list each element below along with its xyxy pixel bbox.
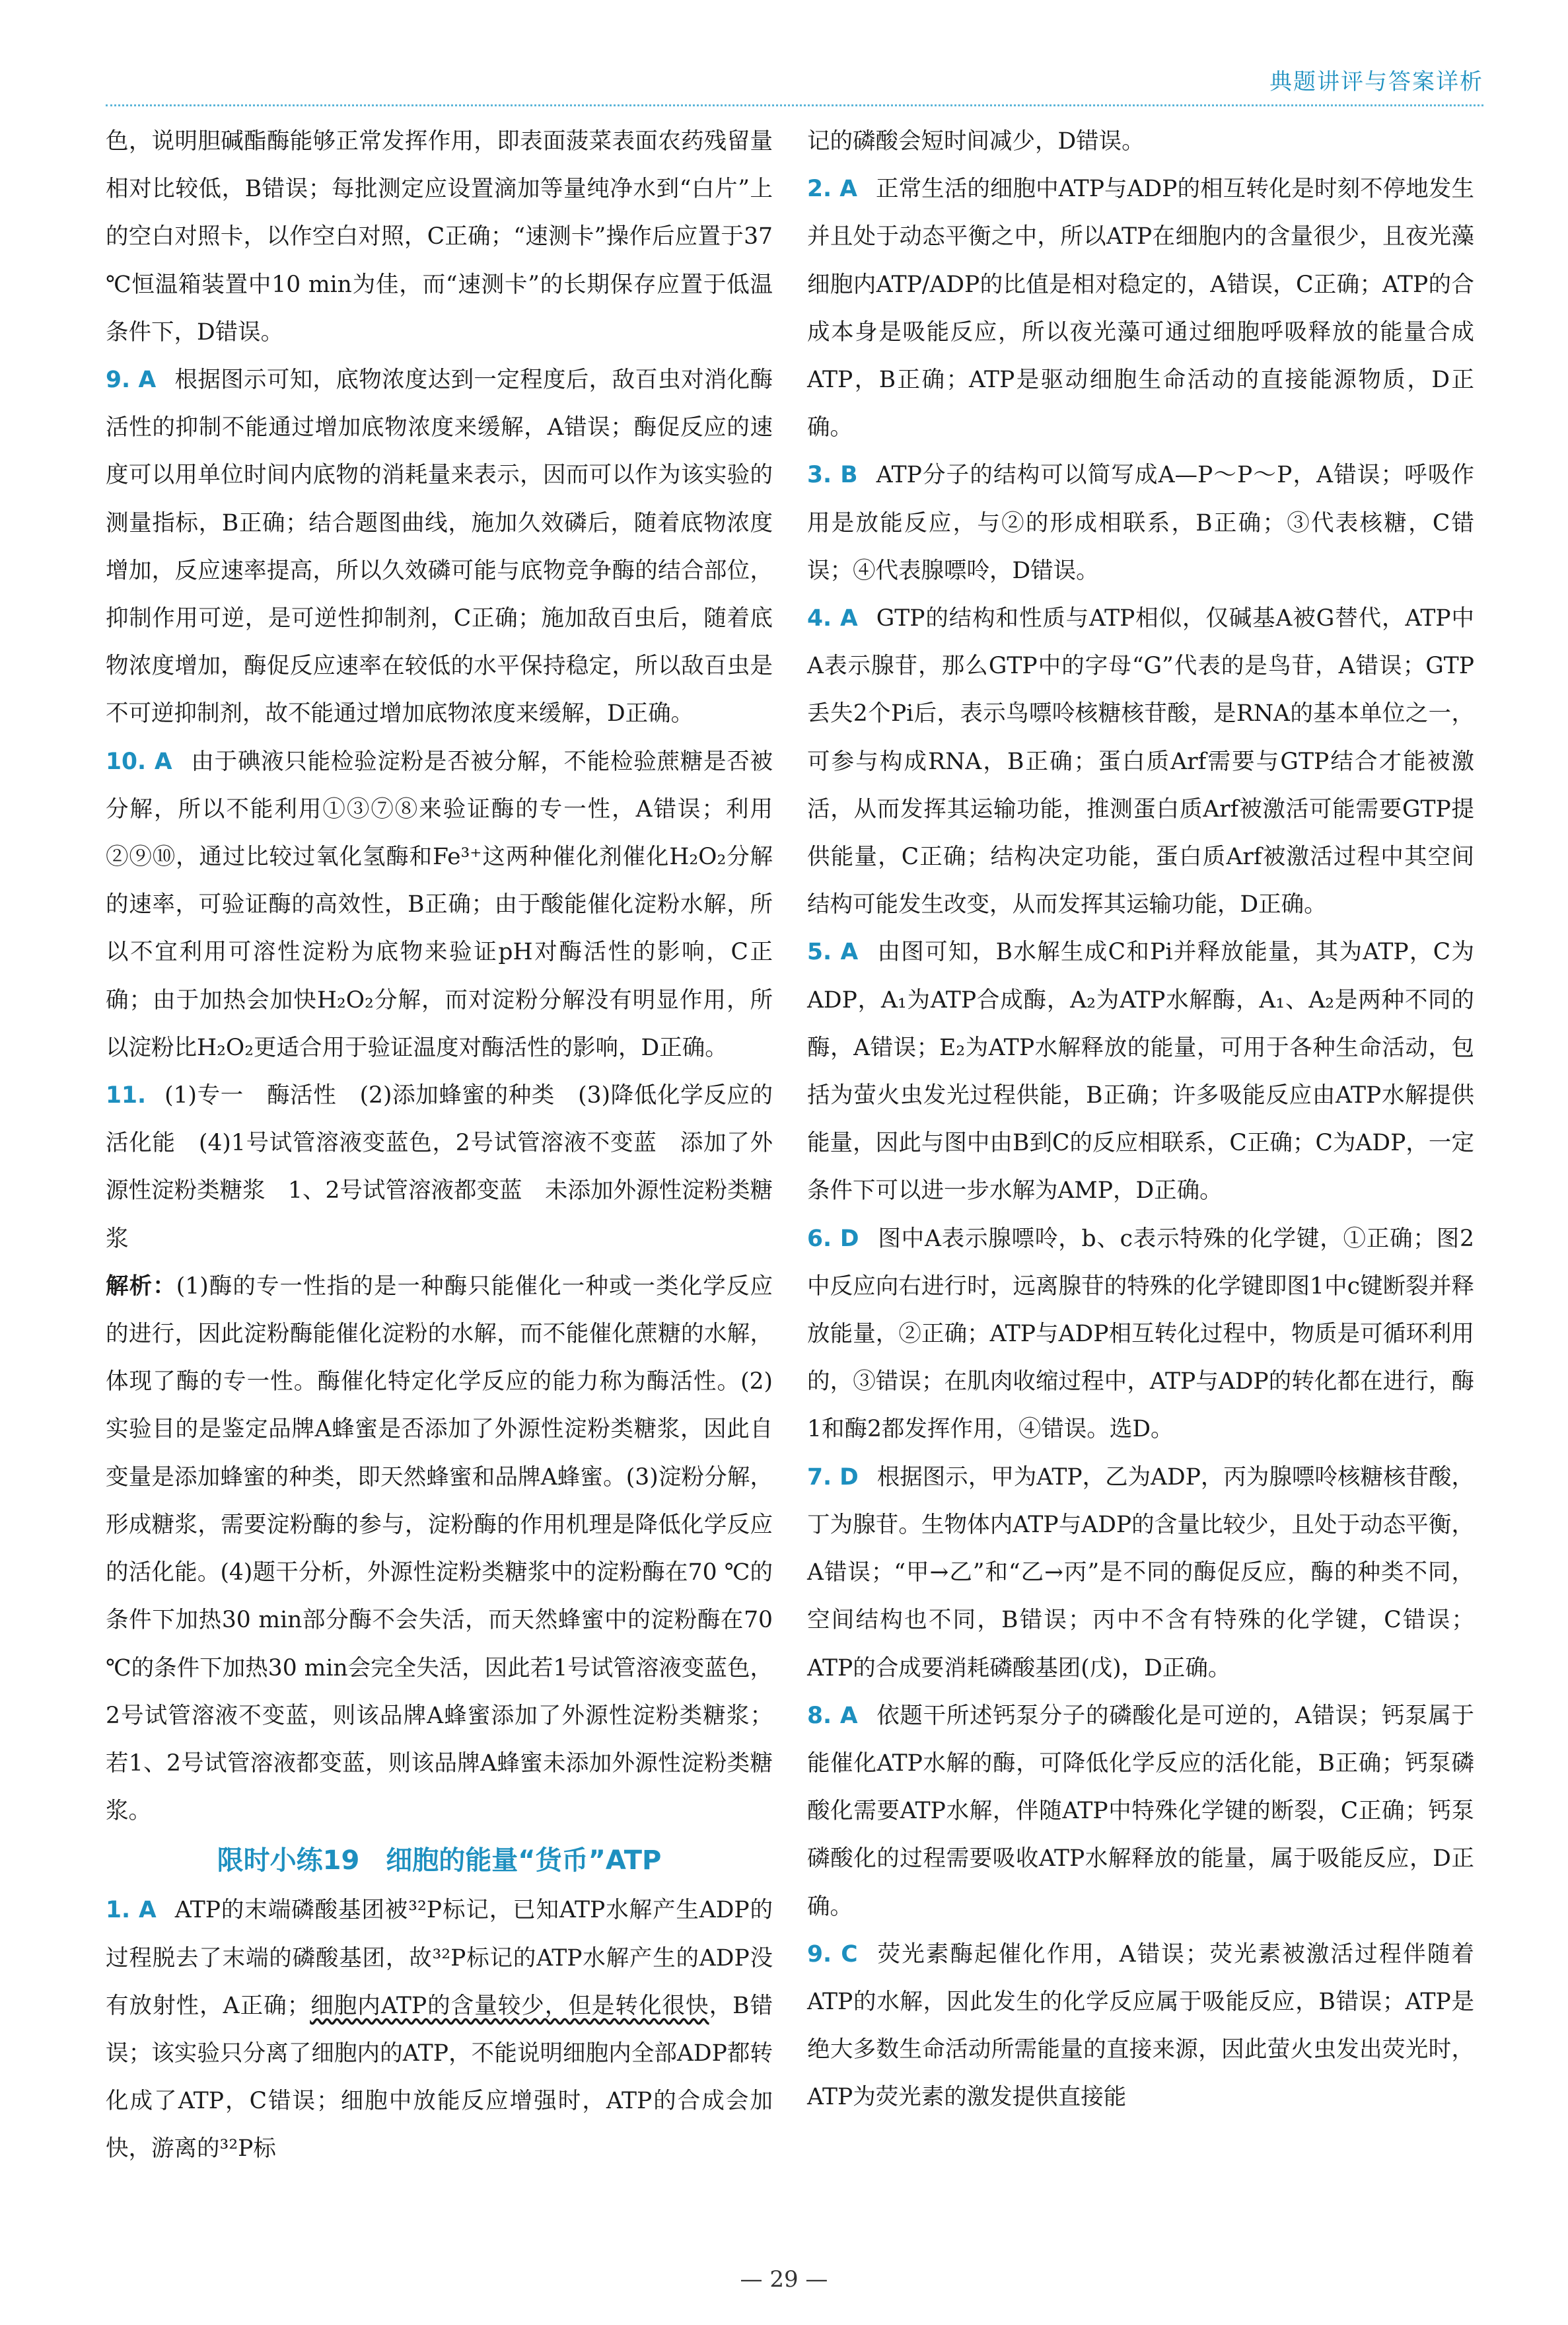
answer-number: 9. C [807,1940,858,1968]
answer-item: 4. A GTP的结构和性质与ATP相似，仅碱基A被G替代，ATP中A表示腺苷，那么GTP中的字母“G”代表的是鸟苷，A错误；GTP丢失2个Pi后，表示鸟嘌呤核糖核苷酸，是RNA的基本单位之一，可参与构成RNA，B正确；蛋白质Arf需要与GTP结合才能被激活，从而发挥其运输功能，推测蛋白质Arf被激活可能需要GTP提供能量，C正确；结构决定功能，蛋白质Arf被激活过程中其空间结构可能发生改变，从而发挥其运输功能，D正确。 [807,605,1474,918]
answer-number: 6. D [807,1225,859,1252]
answer-continuation: 记的磷酸会短时间减少，D错误。 [807,128,1145,155]
answer-number: 4. A [807,605,858,632]
header-divider [106,104,1483,106]
answer-item: 6. D 图中A表示腺嘌呤，b、c表示特殊的化学键，①正确；图2中反应向右进行时，远离腺苷的特殊的化学键即图1中c键断裂并释放能量，②正确；ATP与ADP相互转化过程中，物质是可循环利用的，③错误；在肌肉收缩过程中，ATP与ADP的转化都在进行，酶1和酶2都发挥作用，④错误。选D。 [807,1225,1474,1443]
wavy-underlined-text: 细胞内ATP的含量较少，但是转化很快 [310,1992,709,2019]
answer-number: 8. A [807,1702,858,1729]
analysis-label: 解析： [106,1273,176,1300]
answer-number: 1. A [106,1897,157,1924]
answer-item: 10. A 由于碘液只能检验淀粉是否被分解，不能检验蔗糖是否被分解，所以不能利用①③⑦⑧来验证酶的专一性，A错误；利用②⑨⑩，通过比较过氧化氢酶和Fe³⁺这两种催化剂催化H₂O₂分解的速率，可验证酶的高效性，B正确；由于酸能催化淀粉水解，所以不宜利用可溶性淀粉为底物来验证pH对酶活性的影响，C正确；由于加热会加快H₂O₂分解，而对淀粉分解没有明显作用，所以淀粉比H₂O₂更适合用于验证温度对酶活性的影响，D正确。 [106,748,773,1061]
section-title: 限时小练19 细胞的能量“货币”ATP [217,1845,662,1876]
right-column [807,118,1474,2122]
answer-number: 2. A [807,176,857,203]
answer-item: 8. A 依题干所述钙泵分子的磷酸化是可逆的，A错误；钙泵属于能催化ATP水解的酶，可降低化学反应的活化能，B正确；钙泵磷酸化需要ATP水解，伴随ATP中特殊化学键的断裂，C正确；钙泵磷酸化的过程需要吸收ATP水解释放的能量，属于吸能反应，D正确。 [807,1702,1474,1920]
answer-item: 9. C 荧光素酶起催化作用，A错误；荧光素被激活过程伴随着ATP的水解，因此发生的化学反应属于吸能反应，B错误；ATP是绝大多数生命活动所需能量的直接来源，因此萤火虫发出荧光时，ATP为荧光素的激发提供直接能 [807,1940,1474,2111]
answer-continuation: 色，说明胆碱酯酶能够正常发挥作用，即表面菠菜表面农药残留量相对比较低，B错误；每批测定应设置滴加等量纯净水到“白片”上的空白对照卡，以作空白对照，C正确；“速测卡”操作后应置于37 ℃恒温箱装置中10 min为佳，而“速测卡”的长期保存应置于低温条件下，D错误。 [106,128,773,346]
answer-item: 3. B ATP分子的结构可以简写成A—P～P～P，A错误；呼吸作用是放能反应，与②的形成相联系，B正确；③代表核糖，C错误；④代表腺嘌呤，D错误。 [807,462,1474,584]
answer-item: 11. (1)专一 酶活性 (2)添加蜂蜜的种类 (3)降低化学反应的活化能 (4)1号试管溶液变蓝色，2号试管溶液不变蓝 添加了外源性淀粉类糖浆 1、2号试管溶液都变蓝 未添加外源性淀粉类糖浆 [106,1082,773,1252]
answer-number: 5. A [807,939,859,966]
answer-item: 1. A ATP的末端磷酸基团被³²P标记，已知ATP水解产生ADP的过程脱去了末端的磷酸基团，故³²P标记的ATP水解产生的ADP没有放射性，A正确；细胞内ATP的含量较少，但是转化很快，B错误；该实验只分离了细胞内的ATP，不能说明细胞内全部ADP都转化成了ATP，C错误；细胞中放能反应增强时，ATP的合成会加快，游离的³²P标 [106,1897,773,2162]
page-header-title: 典题讲评与答案详析 [1269,69,1483,95]
answer-item: 9. A 根据图示可知，底物浓度达到一定程度后，敌百虫对消化酶活性的抑制不能通过增加底物浓度来缓解，A错误；酶促反应的速度可以用单位时间内底物的消耗量来表示，因而可以作为该实验的测量指标，B正确；结合题图曲线，施加久效磷后，随着底物浓度增加，反应速率提高，所以久效磷可能与底物竞争酶的结合部位，抑制作用可逆，是可逆性抑制剂，C正确；施加敌百虫后，随着底物浓度增加，酶促反应速率在较低的水平保持稳定，所以敌百虫是不可逆抑制剂，故不能通过增加底物浓度来缓解，D正确。 [106,367,773,727]
answer-number: 7. D [807,1463,859,1491]
analysis-paragraph: 解析：(1)酶的专一性指的是一种酶只能催化一种或一类化学反应的进行，因此淀粉酶能催化淀粉的水解，而不能催化蔗糖的水解，体现了酶的专一性。酶催化特定化学反应的能力称为酶活性。(2)实验目的是鉴定品牌A蜂蜜是否添加了外源性淀粉类糖浆，因此自变量是添加蜂蜜的种类，即天然蜂蜜和品牌A蜂蜜。(3)淀粉分解，形成糖浆，需要淀粉酶的参与，淀粉酶的作用机理是降低化学反应的活化能。(4)题干分析，外源性淀粉类糖浆中的淀粉酶在70 ℃的条件下加热30 min部分酶不会失活，而天然蜂蜜中的淀粉酶在70 ℃的条件下加热30 min会完全失活，因此若1号试管溶液变蓝色，2号试管溶液不变蓝，则该品牌A蜂蜜添加了外源性淀粉类糖浆；若1、2号试管溶液都变蓝，则该品牌A蜂蜜未添加外源性淀粉类糖浆。 [106,1273,773,1825]
page-number: — 29 — [740,2266,828,2293]
answer-number: 10. A [106,748,172,775]
answer-number: 11. [106,1082,147,1109]
answer-item: 7. D 根据图示，甲为ATP，乙为ADP，丙为腺嘌呤核糖核苷酸，丁为腺苷。生物体内ATP与ADP的含量比较少，且处于动态平衡，A错误；“甲→乙”和“乙→丙”是不同的酶促反应，酶的种类不同，空间结构也不同，B错误；丙中不含有特殊的化学键，C错误；ATP的合成要消耗磷酸基团(戊)，D正确。 [807,1463,1475,1681]
left-column [106,118,773,2173]
answer-item: 5. A 由图可知，B水解生成C和Pi并释放能量，其为ATP，C为ADP，A₁为ATP合成酶，A₂为ATP水解酶，A₁、A₂是两种不同的酶，A错误；E₂为ATP水解释放的能量，可用于各种生命活动，包括为萤火虫发光过程供能，B正确；许多吸能反应由ATP水解提供能量，因此与图中由B到C的反应相联系，C正确；C为ADP，一定条件下可以进一步水解为AMP，D正确。 [807,939,1474,1204]
answer-number: 3. B [807,462,858,489]
answer-number: 9. A [106,367,157,394]
answer-item: 2. A 正常生活的细胞中ATP与ADP的相互转化是时刻不停地发生并且处于动态平衡之中，所以ATP在细胞内的含量很少，且夜光藻细胞内ATP/ADP的比值是相对稳定的，A错误，C正确；ATP的合成本身是吸能反应，所以夜光藻可通过细胞呼吸释放的能量合成ATP，B正确；ATP是驱动细胞生命活动的直接能源物质，D正确。 [807,176,1475,441]
